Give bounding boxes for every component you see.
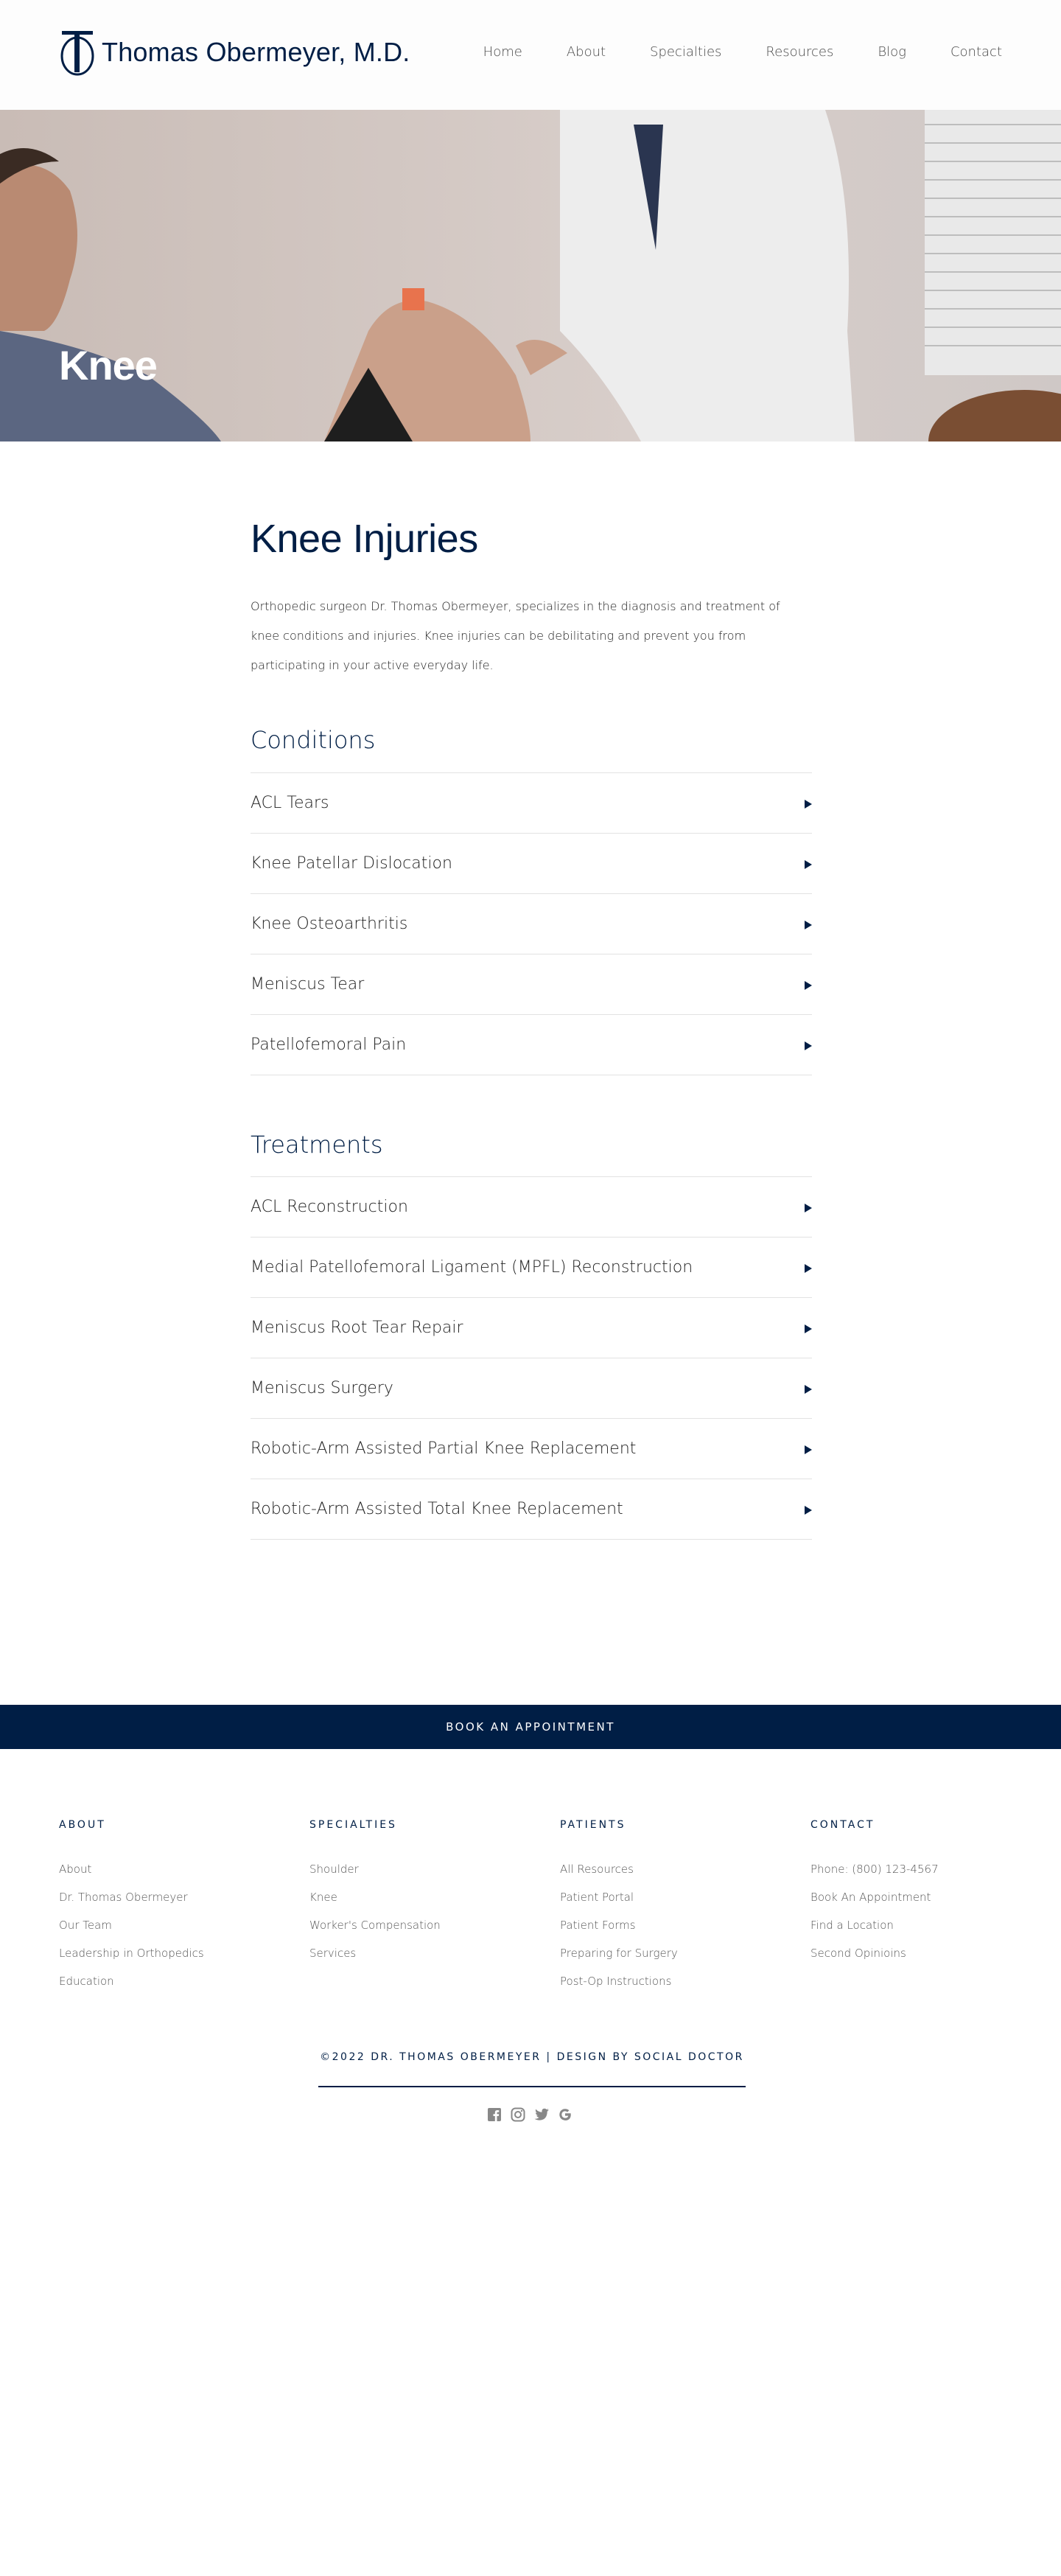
condition-patellofemoral-pain[interactable]: [251, 1015, 812, 1075]
footer-column-specialties: [309, 1819, 560, 1995]
caret-right-icon: [805, 981, 812, 990]
conditions-title: Conditions: [251, 726, 376, 754]
logo-text: Thomas Obermeyer, M.D.: [102, 37, 410, 67]
footer-link[interactable]: Preparing for Surgery: [560, 1947, 678, 1960]
accordion-label: Meniscus Root Tear Repair: [251, 1319, 463, 1337]
nav-specialties[interactable]: Specialties: [650, 44, 722, 60]
twitter-icon[interactable]: [533, 2106, 550, 2123]
footer-link[interactable]: All Resources: [560, 1863, 634, 1876]
hero-photo: [0, 110, 1061, 441]
footer-heading: CONTACT: [810, 1819, 875, 1831]
accordion-label: Meniscus Tear: [251, 975, 365, 994]
instagram-icon[interactable]: [510, 2106, 526, 2123]
footer-link[interactable]: Patient Forms: [560, 1919, 636, 1932]
knee-marker: [402, 288, 424, 310]
site-logo[interactable]: [59, 28, 410, 77]
hero-banner: [0, 110, 1061, 441]
caret-right-icon: [805, 800, 812, 809]
footer-column-contact: [810, 1819, 1002, 1995]
treatment-acl-reconstruction[interactable]: [251, 1177, 812, 1238]
footer-link[interactable]: Knee: [309, 1891, 337, 1904]
main-content: [251, 516, 812, 1518]
footer-link[interactable]: Dr. Thomas Obermeyer: [59, 1891, 188, 1904]
treatment-mpfl-reconstruction[interactable]: [251, 1238, 812, 1298]
caret-right-icon: [805, 1324, 812, 1333]
condition-acl-tears[interactable]: [251, 773, 812, 834]
treatment-total-knee-replacement[interactable]: [251, 1479, 812, 1540]
footer-link[interactable]: Phone: (800) 123-4567: [810, 1863, 939, 1876]
footer-link[interactable]: Services: [309, 1947, 357, 1960]
footer-columns: [59, 1819, 1002, 1995]
intro-text: Orthopedic surgeon Dr. Thomas Obermeyer, specializes in the diagnosis and treatment of knee conditions and injuries. Knee injuries can be debilitating and prevent you from participating in your active everyday life.: [251, 599, 780, 672]
accordion-label: Knee Patellar Dislocation: [251, 854, 452, 873]
treatments-list: [251, 1176, 812, 1540]
footer-link[interactable]: About: [59, 1863, 92, 1876]
nav-home[interactable]: Home: [483, 44, 522, 60]
treatments-title: Treatments: [251, 1131, 383, 1159]
footer-link[interactable]: Our Team: [59, 1919, 112, 1932]
accordion-label: Knee Osteoarthritis: [251, 915, 408, 933]
accordion-label: ACL Reconstruction: [251, 1198, 408, 1216]
caret-right-icon: [805, 1506, 812, 1515]
footer-link[interactable]: Education: [59, 1975, 114, 1988]
footer-link[interactable]: Leadership in Orthopedics: [59, 1947, 204, 1960]
footer-link[interactable]: Second Opinioins: [810, 1947, 906, 1960]
condition-meniscus-tear[interactable]: [251, 954, 812, 1015]
logo-monogram-icon: [59, 28, 96, 77]
footer-link[interactable]: Find a Location: [810, 1919, 894, 1932]
nav-contact[interactable]: Contact: [950, 44, 1002, 60]
page-title: Knee Injuries: [251, 517, 478, 561]
caret-right-icon: [805, 1385, 812, 1394]
accordion-label: Robotic-Arm Assisted Partial Knee Replacement: [251, 1439, 637, 1458]
hero-title: Knee: [59, 342, 157, 388]
accordion-label: Meniscus Surgery: [251, 1379, 393, 1397]
footer-link[interactable]: Post-Op Instructions: [560, 1975, 672, 1988]
footer-link[interactable]: Book An Appointment: [810, 1891, 931, 1904]
main-nav: [439, 44, 1002, 60]
nav-about[interactable]: About: [566, 44, 606, 60]
accordion-label: Patellofemoral Pain: [251, 1036, 407, 1054]
caret-right-icon: [805, 921, 812, 929]
treatment-meniscus-root-repair[interactable]: [251, 1298, 812, 1358]
accordion-label: Robotic-Arm Assisted Total Knee Replacement: [251, 1500, 623, 1518]
nav-resources[interactable]: Resources: [766, 44, 834, 60]
footer-link[interactable]: Shoulder: [309, 1863, 359, 1876]
footer-column-patients: [560, 1819, 810, 1995]
caret-right-icon: [805, 1041, 812, 1050]
conditions-list: [251, 772, 812, 1075]
condition-osteoarthritis[interactable]: [251, 894, 812, 954]
accordion-label: ACL Tears: [251, 794, 329, 812]
facebook-icon[interactable]: [486, 2106, 503, 2123]
nav-blog[interactable]: Blog: [878, 44, 906, 60]
social-links: [486, 2106, 581, 2123]
footer-heading: PATIENTS: [560, 1819, 626, 1831]
site-header: [0, 0, 1061, 110]
footer-divider: [318, 2086, 746, 2087]
footer-column-about: [59, 1819, 309, 1995]
treatment-meniscus-surgery[interactable]: [251, 1358, 812, 1419]
accordion-label: Medial Patellofemoral Ligament (MPFL) Reconstruction: [251, 1258, 693, 1277]
book-appointment-bar[interactable]: [0, 1705, 1061, 1749]
footer-heading: SPECIALTIES: [309, 1819, 397, 1831]
condition-patellar-dislocation[interactable]: [251, 834, 812, 894]
book-appointment-label: BOOK AN APPOINTMENT: [446, 1720, 615, 1734]
caret-right-icon: [805, 860, 812, 869]
caret-right-icon: [805, 1264, 812, 1273]
treatment-partial-knee-replacement[interactable]: [251, 1419, 812, 1479]
google-icon[interactable]: [557, 2106, 573, 2123]
copyright-text: ©2022 DR. THOMAS OBERMEYER | DESIGN BY SOCIAL DOCTOR: [320, 2051, 744, 2063]
footer-link[interactable]: Patient Portal: [560, 1891, 634, 1904]
footer-link[interactable]: Worker's Compensation: [309, 1919, 441, 1932]
caret-right-icon: [805, 1445, 812, 1454]
caret-right-icon: [805, 1204, 812, 1212]
footer-heading: ABOUT: [59, 1819, 106, 1831]
